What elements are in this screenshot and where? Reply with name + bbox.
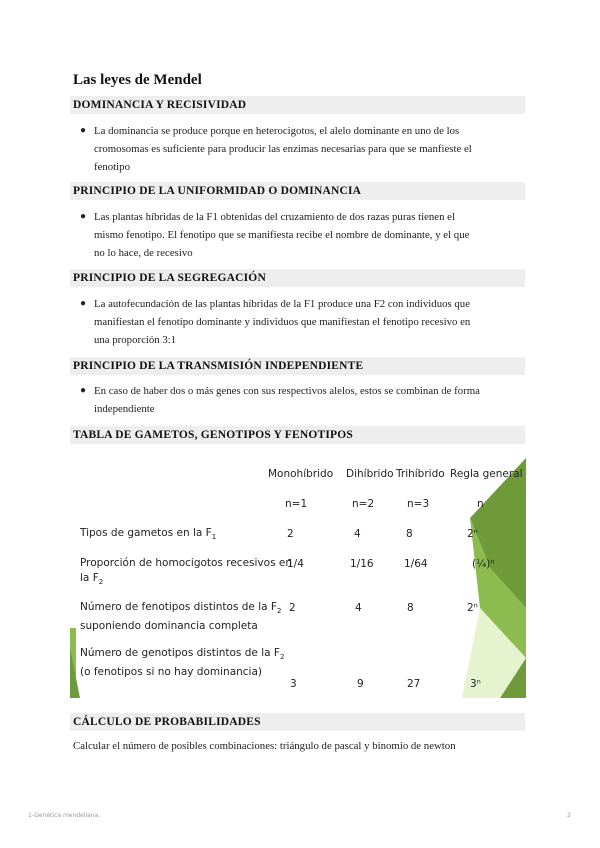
table-cell: 1/4 — [287, 558, 304, 570]
n-value: n=1 — [285, 498, 308, 510]
table-cell: 4 — [355, 602, 362, 614]
bullet-dot: ● — [80, 298, 87, 309]
gametes-table-slide — [70, 458, 526, 698]
row-label-gametos: Tipos de gametos en la $F_1$ — [80, 527, 217, 542]
section-heading-dominancia: DOMINANCIA Y RECISIVIDAD — [70, 96, 525, 114]
table-cell: 2ⁿ — [467, 602, 478, 614]
col-header-regla-general: Regla general — [450, 468, 523, 480]
bullet-line: La autofecundación de las plantas híbridas de la F1 produce una F2 con individuos que — [94, 298, 470, 310]
table-cell: 8 — [407, 602, 414, 614]
bullet-line: mismo fenotipo. El fenotipo que se manifiesta recibe el nombre de dominante, y el que — [94, 229, 470, 241]
n-value: n=2 — [352, 498, 375, 510]
page-title: Las leyes de Mendel — [73, 72, 202, 88]
section-heading-probabilidades: CÁLCULO DE PROBABILIDADES — [70, 713, 525, 731]
table-cell: 3 — [290, 678, 297, 690]
table-cell: 2 — [289, 602, 296, 614]
row-label-line: la $F_2$ — [80, 572, 104, 587]
table-cell: 2 — [287, 528, 294, 540]
bullet-dot: ● — [80, 385, 87, 396]
table-cell: 27 — [407, 678, 421, 690]
row-label-line: Número de genotipos distintos de la $F_2$ — [80, 647, 285, 662]
row-label-line: suponiendo dominancia completa — [80, 620, 258, 633]
col-header-dihibrido: Dihíbrido — [346, 468, 394, 480]
table-cell: 1/16 — [350, 558, 374, 570]
row-label-line: Número de fenotipos distintos de la $F_2$ — [80, 601, 282, 616]
col-header-trihibrido: Trihíbrido — [396, 468, 445, 480]
table-cell: 2ⁿ — [467, 528, 478, 540]
row-label-line: Proporción de homocigotos recesivos en — [80, 557, 292, 569]
row-label-fenotipos — [80, 600, 281, 634]
bullet-dot: ● — [80, 211, 87, 222]
footer-document-title: 1-Genética mendeliana. — [28, 812, 101, 819]
row-label-line: (o fenotipos si no hay dominancia) — [80, 666, 263, 679]
bullet-uniformidad — [80, 208, 520, 262]
table-cell: 9 — [357, 678, 364, 690]
col-header-monohibrido: Monohíbrido — [268, 468, 334, 480]
section-heading-segregacion: PRINCIPIO DE LA SEGREGACIÓN — [70, 269, 525, 287]
footer-page-number: 2 — [567, 812, 571, 819]
table-cell: 3ⁿ — [470, 678, 481, 690]
bullet-line: Las plantas híbridas de la F1 obtenidas del cruzamiento de dos razas puras tienen el — [94, 211, 455, 223]
bullet-line: no lo hace, de recesivo — [94, 247, 193, 259]
bullet-line: La dominancia se produce porque en heterocigotos, el alelo dominante en uno de los — [94, 125, 460, 137]
bullet-line: En caso de haber dos o más genes con sus respectivos alelos, estos se combinan de forma — [94, 385, 480, 397]
table-cell: 4 — [354, 528, 361, 540]
n-value: n=3 — [407, 498, 430, 510]
bullet-transmision — [80, 382, 520, 418]
table-cell: (¼)ⁿ — [472, 558, 495, 570]
probability-text: Calcular el número de posibles combinaciones: triángulo de pascal y binomio de newton — [73, 740, 456, 752]
row-label-genotipos — [80, 646, 284, 680]
bullet-line: cromosomas es suficiente para producir las enzimas necesarias para que se manfieste el — [94, 143, 472, 155]
bullet-dominancia — [80, 122, 520, 176]
bullet-line: fenotipo — [94, 161, 130, 173]
bullet-line: independiente — [94, 403, 155, 415]
section-heading-transmision: PRINCIPIO DE LA TRANSMISIÓN INDEPENDIENTE — [70, 357, 525, 375]
bullet-line: una proporción 3:1 — [94, 334, 177, 346]
row-label-homocigotos — [80, 556, 292, 590]
bullet-segregacion — [80, 295, 520, 349]
section-heading-uniformidad: PRINCIPIO DE LA UNIFORMIDAD O DOMINANCIA — [70, 182, 525, 200]
bullet-dot: ● — [80, 125, 87, 136]
bullet-line: manifiestan el fenotipo dominante y individuos que manifiestan el fenotipo recesivo en — [94, 316, 471, 328]
n-value: n — [477, 498, 484, 510]
table-cell: 1/64 — [404, 558, 428, 570]
section-heading-tabla: TABLA DE GAMETOS, GENOTIPOS Y FENOTIPOS — [70, 426, 525, 444]
table-cell: 8 — [406, 528, 413, 540]
